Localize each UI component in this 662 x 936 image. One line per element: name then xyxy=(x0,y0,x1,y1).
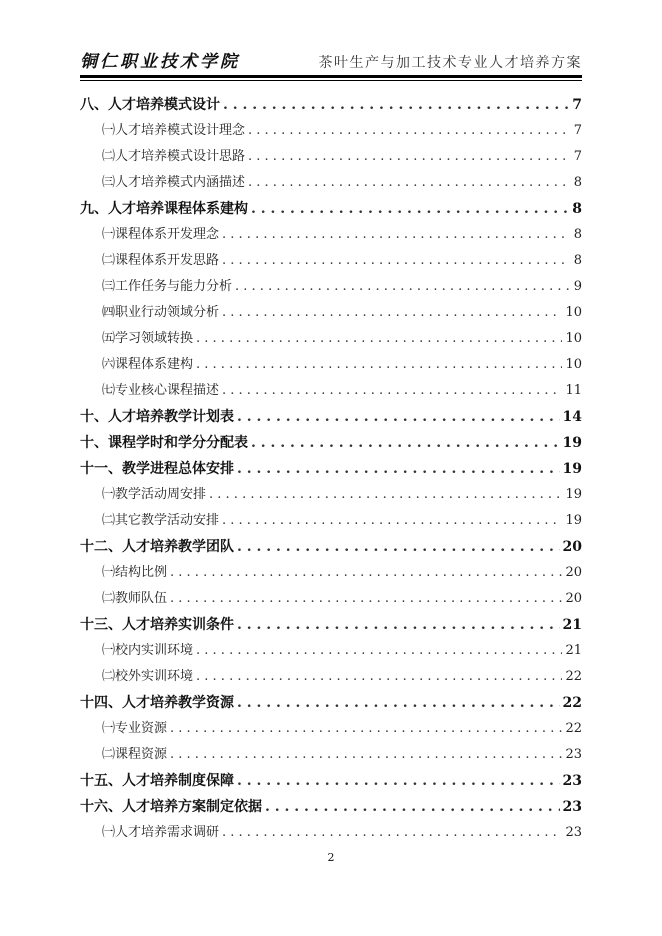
dot-leader xyxy=(196,638,562,664)
toc-entry[interactable] xyxy=(80,170,582,196)
dot-leader xyxy=(209,482,562,508)
toc-entry-title: 十四、人才培养教学资源 xyxy=(80,695,234,711)
table-of-contents xyxy=(80,92,582,846)
dot-leader xyxy=(237,690,560,716)
toc-entry-page: 21 xyxy=(565,643,582,658)
toc-entry-page: 23 xyxy=(562,773,582,789)
dot-leader xyxy=(237,456,560,482)
toc-entry[interactable] xyxy=(80,274,582,300)
dot-leader xyxy=(170,560,562,586)
document-title: 茶叶生产与加工技术专业人才培养方案 xyxy=(318,55,582,71)
toc-entry[interactable] xyxy=(80,144,582,170)
toc-entry[interactable] xyxy=(80,716,582,742)
toc-entry[interactable] xyxy=(80,404,582,430)
toc-entry[interactable] xyxy=(80,352,582,378)
toc-entry-page: 20 xyxy=(565,565,582,580)
toc-entry-title: 十、人才培养教学计划表 xyxy=(80,409,234,425)
dot-leader xyxy=(265,794,560,820)
toc-entry-page: 7 xyxy=(572,97,582,113)
toc-entry[interactable] xyxy=(80,378,582,404)
toc-entry-page: 8 xyxy=(572,201,582,217)
toc-entry-title: 十二、人才培养教学团队 xyxy=(80,539,234,555)
toc-entry-page: 22 xyxy=(562,695,582,711)
toc-entry-title: ㈢工作任务与能力分析 xyxy=(102,279,233,294)
toc-entry-title: ㈡其它教学活动安排 xyxy=(102,513,220,528)
dot-leader xyxy=(222,508,562,534)
toc-entry-page: 23 xyxy=(562,799,582,815)
toc-entry-title: ㈤学习领域转换 xyxy=(102,331,194,346)
toc-entry-title: 九、人才培养课程体系建构 xyxy=(80,201,248,217)
dot-leader xyxy=(237,768,560,794)
toc-entry[interactable] xyxy=(80,586,582,612)
toc-entry-title: ㈣职业行动领域分析 xyxy=(102,305,220,320)
toc-entry-title: ㈠教学活动周安排 xyxy=(102,487,207,502)
dot-leader xyxy=(223,92,569,118)
toc-entry[interactable] xyxy=(80,118,582,144)
toc-entry[interactable] xyxy=(80,430,582,456)
toc-entry-page: 23 xyxy=(565,747,582,762)
toc-entry-page: 10 xyxy=(565,305,582,320)
toc-entry-title: ㈠人才培养需求调研 xyxy=(102,825,220,840)
toc-entry-page: 19 xyxy=(565,487,582,502)
toc-entry-title: ㈥课程体系建构 xyxy=(102,357,194,372)
dot-leader xyxy=(237,612,560,638)
toc-entry-page: 19 xyxy=(565,513,582,528)
page-header xyxy=(80,46,582,72)
toc-entry-page: 7 xyxy=(573,149,582,164)
toc-entry-title: ㈡课程体系开发思路 xyxy=(102,253,220,268)
dot-leader xyxy=(222,222,569,248)
toc-entry[interactable] xyxy=(80,534,582,560)
dot-leader xyxy=(222,820,562,846)
toc-entry[interactable] xyxy=(80,508,582,534)
toc-entry-page: 8 xyxy=(573,175,582,190)
toc-entry-title: 八、人才培养模式设计 xyxy=(80,97,220,113)
toc-entry-title: ㈠校内实训环境 xyxy=(102,643,194,658)
toc-entry-title: ㈡课程资源 xyxy=(102,747,168,762)
toc-entry[interactable] xyxy=(80,820,582,846)
dot-leader xyxy=(237,534,560,560)
toc-entry[interactable] xyxy=(80,742,582,768)
toc-entry[interactable] xyxy=(80,638,582,664)
toc-entry-page: 10 xyxy=(565,357,582,372)
dot-leader xyxy=(248,118,569,144)
toc-entry[interactable] xyxy=(80,92,582,118)
toc-entry[interactable] xyxy=(80,482,582,508)
toc-entry-page: 7 xyxy=(573,123,582,138)
toc-entry-page: 21 xyxy=(562,617,582,633)
toc-entry-page: 20 xyxy=(562,539,582,555)
page-number: 2 xyxy=(327,851,335,864)
dot-leader xyxy=(196,352,562,378)
toc-entry-page: 19 xyxy=(562,435,582,451)
dot-leader xyxy=(248,144,569,170)
toc-entry[interactable] xyxy=(80,768,582,794)
toc-entry-page: 22 xyxy=(565,721,582,736)
dot-leader xyxy=(222,378,562,404)
toc-entry[interactable] xyxy=(80,326,582,352)
toc-entry-title: ㈡教师队伍 xyxy=(102,591,168,606)
toc-entry-title: ㈡人才培养模式设计思路 xyxy=(102,149,246,164)
toc-entry[interactable] xyxy=(80,560,582,586)
toc-entry[interactable] xyxy=(80,456,582,482)
toc-entry-title: 十一、教学进程总体安排 xyxy=(80,461,234,477)
toc-entry-page: 23 xyxy=(565,825,582,840)
toc-entry-page: 8 xyxy=(573,253,582,268)
toc-entry-title: ㈦专业核心课程描述 xyxy=(102,383,220,398)
toc-entry-title: ㈠人才培养模式设计理念 xyxy=(102,123,246,138)
toc-entry-title: ㈠课程体系开发理念 xyxy=(102,227,220,242)
toc-entry-title: 十六、人才培养方案制定依据 xyxy=(80,799,262,815)
toc-entry-page: 20 xyxy=(565,591,582,606)
toc-entry-page: 14 xyxy=(562,409,582,425)
toc-entry-title: ㈢人才培养模式内涵描述 xyxy=(102,175,246,190)
header-rule-thick xyxy=(80,75,582,78)
toc-entry[interactable] xyxy=(80,664,582,690)
toc-entry-title: 十、课程学时和学分分配表 xyxy=(80,435,248,451)
school-logo-text: 铜仁职业技术学院 xyxy=(80,52,240,72)
dot-leader xyxy=(222,248,569,274)
toc-entry-page: 22 xyxy=(565,669,582,684)
toc-entry-title: ㈡校外实训环境 xyxy=(102,669,194,684)
toc-entry[interactable] xyxy=(80,690,582,716)
dot-leader xyxy=(170,586,562,612)
toc-entry-title: ㈠专业资源 xyxy=(102,721,168,736)
dot-leader xyxy=(251,196,569,222)
toc-entry[interactable] xyxy=(80,248,582,274)
toc-entry-page: 11 xyxy=(565,383,582,398)
toc-entry[interactable] xyxy=(80,794,582,820)
toc-entry-title: 十五、人才培养制度保障 xyxy=(80,773,234,789)
toc-entry-page: 9 xyxy=(573,279,582,294)
dot-leader xyxy=(251,430,560,456)
toc-entry[interactable] xyxy=(80,612,582,638)
dot-leader xyxy=(170,716,562,742)
toc-entry[interactable] xyxy=(80,196,582,222)
header-rule-thin xyxy=(80,80,582,81)
toc-entry[interactable] xyxy=(80,222,582,248)
dot-leader xyxy=(248,170,569,196)
toc-entry-page: 19 xyxy=(562,461,582,477)
toc-entry-title: ㈠结构比例 xyxy=(102,565,168,580)
dot-leader xyxy=(196,664,562,690)
toc-entry-page: 10 xyxy=(565,331,582,346)
toc-entry[interactable] xyxy=(80,300,582,326)
toc-entry-title: 十三、人才培养实训条件 xyxy=(80,617,234,633)
toc-entry-page: 8 xyxy=(573,227,582,242)
dot-leader xyxy=(222,300,562,326)
dot-leader xyxy=(170,742,562,768)
dot-leader xyxy=(196,326,562,352)
dot-leader xyxy=(237,404,560,430)
dot-leader xyxy=(235,274,569,300)
